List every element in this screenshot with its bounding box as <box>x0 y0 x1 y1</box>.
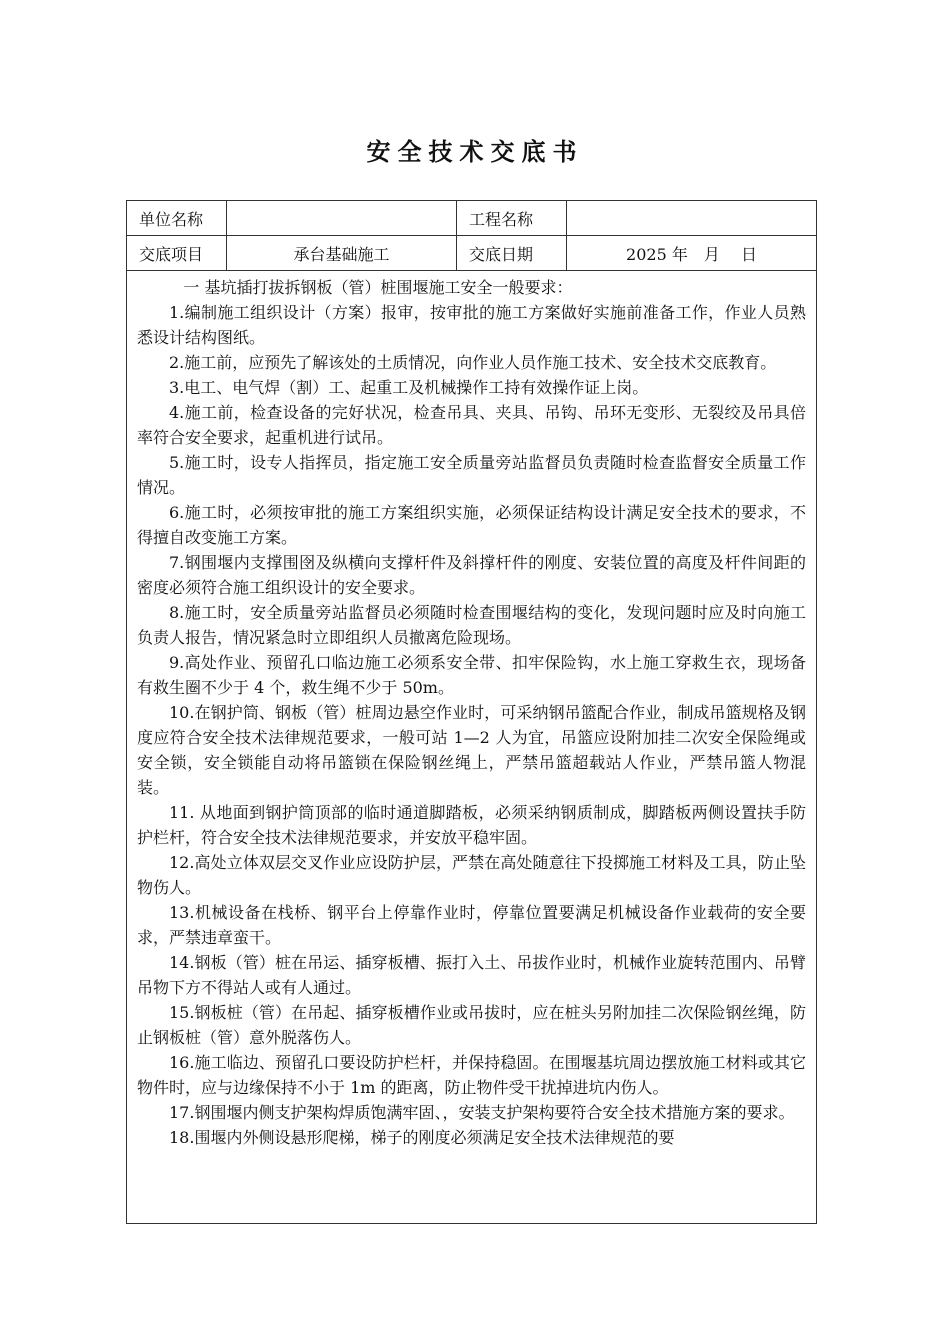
requirement-item: 6.施工时，必须按审批的施工方案组织实施，必须保证结构设计满足安全技术的要求，不得擅自改变施工方案。 <box>137 503 806 547</box>
requirement-item: 10.在钢护筒、钢板（管）桩周边悬空作业时，可采纳钢吊篮配合作业，制成吊篮规格及钢度应符合安全技术法律规范要求，一般可站 1—2 人为宜，吊篮应设附加挂二次安全保险绳或安全锁，安全锁能自动将吊篮锁在保险钢丝绳上，严禁吊篮超载站人作业，严禁吊篮人物混装。 <box>137 703 806 797</box>
requirement-item: 12.高处立体双层交叉作业应设防护层，严禁在高处随意往下投掷施工材料及工具，防止坠物伤人。 <box>137 853 806 897</box>
requirement-item: 7.钢围堰内支撑围囹及纵横向支撑杆件及斜撑杆件的刚度、安装位置的高度及杆件间距的密度必须符合施工组织设计的安全要求。 <box>137 553 806 597</box>
requirement-item: 13.机械设备在栈桥、钢平台上停靠作业时，停靠位置要满足机械设备作业载荷的安全要求，严禁违章蛮干。 <box>137 903 806 947</box>
form-row-unit <box>127 201 817 236</box>
form-row-item <box>127 236 817 271</box>
item-label: 交底项目 <box>127 236 227 271</box>
requirement-item: 16.施工临边、预留孔口要设防护栏杆，并保持稳固。在围堰基坑周边摆放施工材料或其它物件时，应与边缘保持不小于 1m 的距离，防止物件受干扰掉进坑内伤人。 <box>137 1053 806 1097</box>
disclosure-form-table <box>126 200 817 1224</box>
requirement-item: 18.围堰内外侧设悬形爬梯，梯子的刚度必须满足安全技术法律规范的要 <box>169 1128 675 1147</box>
document-title: 安全技术交底书 <box>366 137 584 166</box>
requirement-item: 1.编制施工组织设计（方案）报审，按审批的施工方案做好实施前准备工作，作业人员熟悉设计结构图纸。 <box>137 303 806 347</box>
content-body <box>137 275 806 1219</box>
project-name-label: 工程名称 <box>457 201 567 236</box>
requirement-item: 11. 从地面到钢护筒顶部的临时通道脚踏板，必须采纳钢质制成，脚踏板两侧设置扶手防护栏杆，符合安全技术法律规范要求，并安放平稳牢固。 <box>137 803 806 847</box>
requirement-item: 15.钢板桩（管）在吊起、插穿板槽作业或吊拔时，应在桩头另附加挂二次保险钢丝绳，防止钢板桩（管）意外脱落伤人。 <box>137 1003 806 1047</box>
date-value: 2025 年 月 日 <box>567 236 817 271</box>
requirement-item: 14.钢板（管）桩在吊运、插穿板槽、振打入土、吊拔作业时，机械作业旋转范围内、吊臂吊物下方不得站人或有人通过。 <box>137 953 806 997</box>
requirement-item: 8.施工时，安全质量旁站监督员必须随时检查围堰结构的变化，发现问题时应及时向施工负责人报告，情况紧急时立即组织人员撤离危险现场。 <box>137 603 806 647</box>
item-value: 承台基础施工 <box>227 236 457 271</box>
requirement-item: 4.施工前，检查设备的完好状况，检查吊具、夹具、吊钩、吊环无变形、无裂绞及吊具倍率符合安全要求，起重机进行试吊。 <box>137 403 806 447</box>
requirement-item: 5.施工时，设专人指挥员，指定施工安全质量旁站监督员负责随时检查监督安全质量工作情况。 <box>137 453 806 497</box>
requirement-item: 17.钢围堰内侧支护架构焊质饱满牢固、，安装支护架构要符合安全技术措施方案的要求。 <box>169 1103 795 1122</box>
section-heading: 一 基坑插打拔拆钢板（管）桩围堰施工安全一般要求： <box>183 278 573 297</box>
requirement-item: 3.电工、电气焊（割）工、起重工及机械操作工持有效操作证上岗。 <box>169 378 649 397</box>
requirement-item: 9.高处作业、预留孔口临边施工必须系安全带、扣牢保险钩，水上施工穿救生衣，现场备有救生圈不少于 4 个，救生绳不少于 50m。 <box>137 653 806 697</box>
form-row-content <box>127 271 817 1224</box>
date-label: 交底日期 <box>457 236 567 271</box>
requirement-item: 2.施工前，应预先了解该处的土质情况，向作业人员作施工技术、安全技术交底教育。 <box>169 353 777 372</box>
project-name-value <box>567 201 817 236</box>
unit-name-value <box>227 201 457 236</box>
content-cell <box>127 271 817 1224</box>
unit-name-label: 单位名称 <box>127 201 227 236</box>
